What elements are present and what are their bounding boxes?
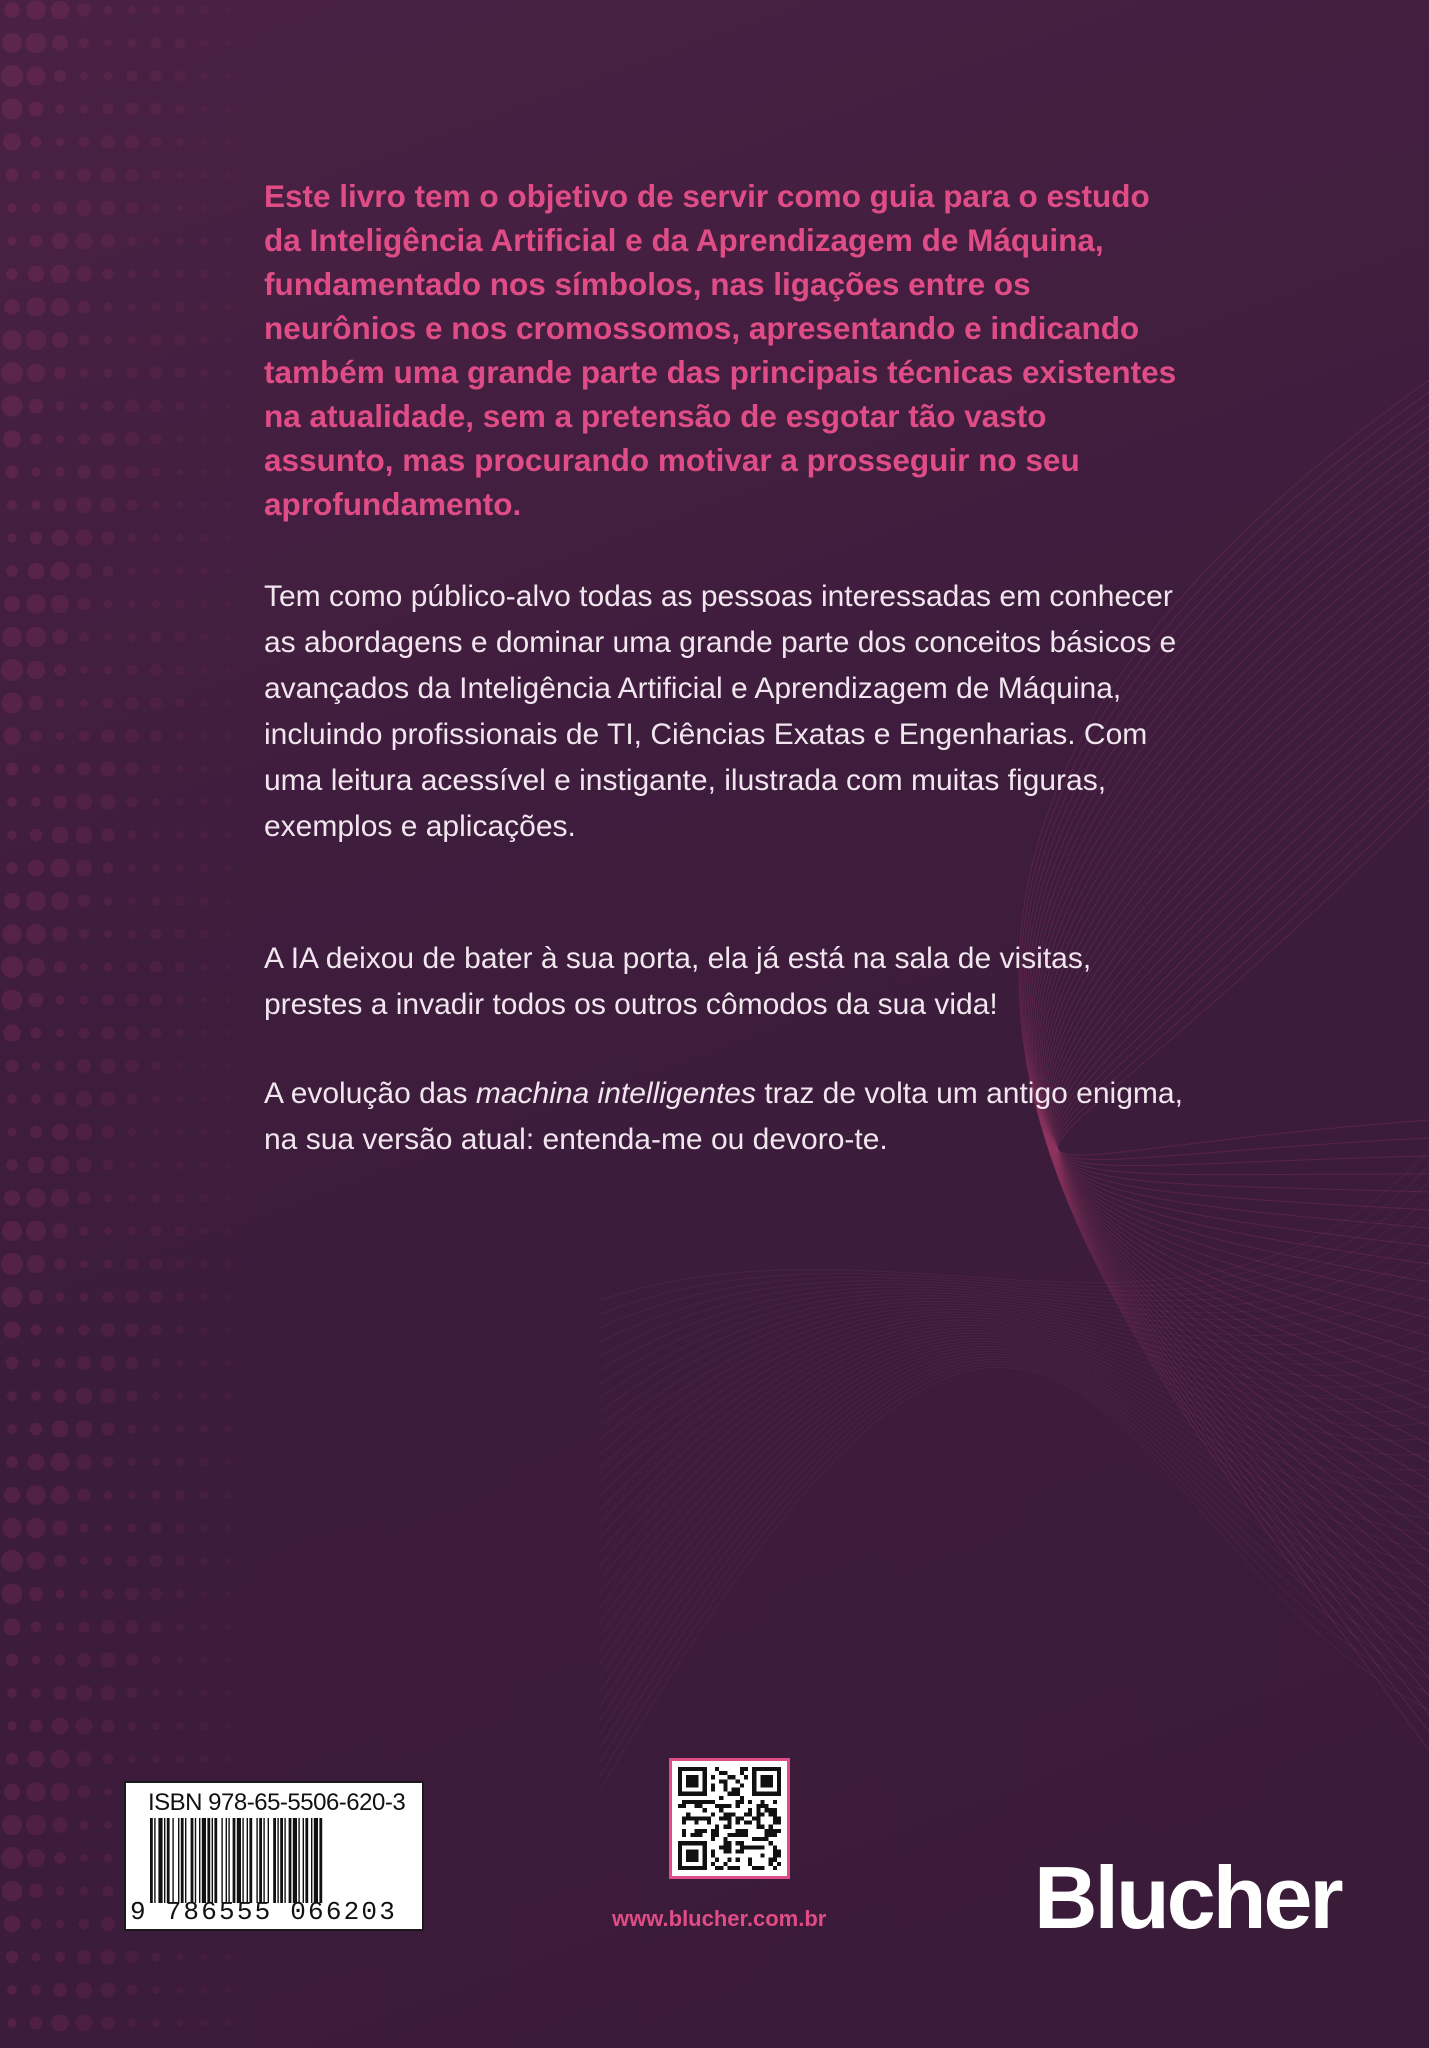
evolution-text-after: traz de volta um antigo enigma, na sua versão atual: entenda-me ou devoro-te.: [264, 1077, 1183, 1156]
publisher-logo: Blucher: [1034, 1848, 1341, 1947]
audience-paragraph: Tem como público-alvo todas as pessoas interessadas em conhecer as abordagens e dominar uma grande parte dos conceitos básicos e avançados da Inteligência Artificial e Aprendizagem de Máquina, incluindo profissionais de TI, Ciências Exatas e Engenharias. Com uma leitura acessível e instigante, ilustrada com muitas figuras, exemplos e aplicações.: [264, 580, 1177, 843]
website-url[interactable]: www.blucher.com.br: [612, 1906, 827, 1931]
dot-pattern: [1, 0, 232, 2031]
barcode-digits: 9 786555 066203: [130, 1897, 398, 1927]
intro-paragraph: Este livro tem o objetivo de servir como guia para o estudo da Inteligência Artificial e da Aprendizagem de Máquina, fundamentado nos símbolos, nas ligações entre os neurônios e nos cromossomos, apresentando e indicando também uma grande parte das principais técnicas existentes na atualidade, sem a pretensão de esgotar tão vasto assunto, mas procurando motivar a prosseguir no seu aprofundamento.: [264, 178, 1177, 522]
evolution-paragraph: [264, 1071, 1184, 1163]
evolution-text-before: A evolução das: [264, 1077, 476, 1110]
barcode-bars: [150, 1818, 406, 1903]
isbn-barcode: [124, 1781, 424, 1931]
qr-code-pattern: [678, 1767, 781, 1870]
qr-code: [669, 1758, 790, 1879]
isbn-label: ISBN 978-65-5506-620-3: [148, 1789, 406, 1816]
ia-paragraph: A IA deixou de bater à sua porta, ela já está na sala de visitas, prestes a invadir todos os outros cômodos da sua vida!: [264, 942, 1092, 1021]
evolution-text-italic: machina intelligentes: [475, 1077, 756, 1110]
